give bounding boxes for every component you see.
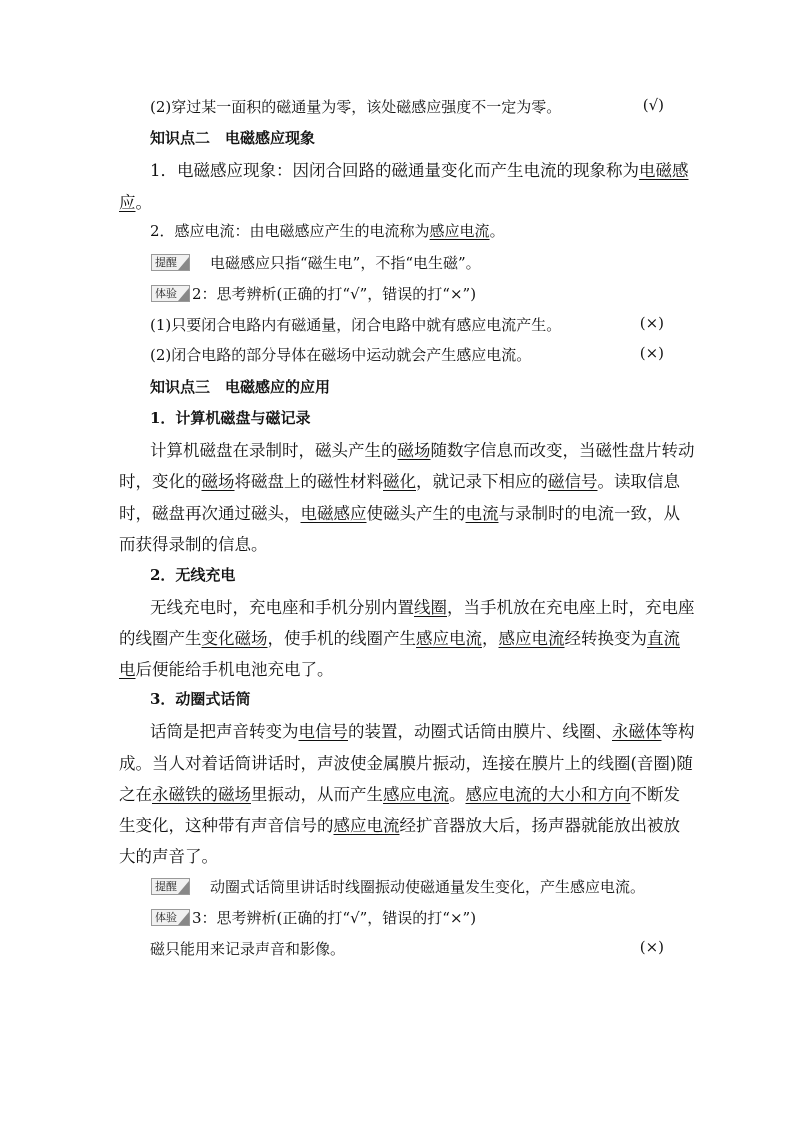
paragraph-line bbox=[150, 220, 505, 241]
section-heading-2: 知识点二 电磁感应现象 bbox=[150, 129, 316, 147]
answer-underline: 感应电流 bbox=[383, 785, 449, 804]
experience-tag: 体验 bbox=[151, 909, 190, 926]
paragraph-line bbox=[150, 157, 689, 181]
text-run: 与录制时的电流一致，从 bbox=[498, 504, 680, 523]
text-run: 之在 bbox=[119, 785, 152, 804]
answer-underline: 变化磁场 bbox=[201, 629, 268, 648]
text-run: 经转换变为 bbox=[564, 629, 647, 648]
text-run: ，当手机放在充电座上时，充电座 bbox=[447, 598, 695, 617]
section-heading-3: 知识点三 电磁感应的应用 bbox=[150, 378, 331, 396]
text-run: 的线圈产生 bbox=[119, 629, 202, 648]
text-run: 无线充电时，充电座和手机分别内置 bbox=[150, 598, 414, 617]
answer-underline: 感应电流 bbox=[333, 816, 400, 835]
answer-underline: 电流 bbox=[465, 504, 499, 523]
answer-underline: 感应电流 bbox=[429, 222, 490, 240]
answer-underline: 磁场 bbox=[397, 441, 431, 460]
text-run: 1．电磁感应现象：因闭合回路的磁通量变化而产生电流的现象称为 bbox=[150, 161, 639, 180]
answer-underline: 感应电流的大小和方向 bbox=[465, 785, 631, 804]
text-run: 里振动，从而产生 bbox=[251, 785, 383, 804]
paragraph-line bbox=[119, 656, 334, 680]
subsection-title: 1．计算机磁盘与磁记录 bbox=[150, 409, 311, 427]
tip-line bbox=[151, 876, 645, 897]
text-run: 时，磁盘再次通过磁头， bbox=[119, 504, 301, 523]
text-run: 。 bbox=[449, 785, 466, 804]
text-run: 随数字信息而改变，当磁性盘片转动 bbox=[430, 441, 695, 460]
paragraph-line bbox=[119, 468, 680, 492]
answer-underline: 电磁感应 bbox=[300, 504, 367, 523]
text-run: 使磁头产生的 bbox=[366, 504, 466, 523]
text-run: 的装置，动圈式话筒由膜片、线圈、 bbox=[348, 722, 612, 741]
exercise-instruction: 2：思考辨析(正确的打“√”，错误的打“×”) bbox=[192, 285, 477, 303]
answer-mark: (√) bbox=[642, 96, 664, 114]
paragraph-line: 成。当人对着话筒讲话时，声波使金属膜片振动，连接在膜片上的线圈(音圈)随 bbox=[119, 754, 693, 773]
text-run: 将磁盘上的磁性材料 bbox=[234, 472, 383, 491]
paragraph-line bbox=[119, 625, 680, 649]
text-run: 生变化，这种带有声音信号的 bbox=[119, 816, 334, 835]
answer-underline: 磁场 bbox=[201, 472, 235, 491]
tip-line bbox=[151, 252, 481, 273]
tip-tag: 提醒 bbox=[151, 254, 190, 271]
text-run: 不断发 bbox=[630, 785, 680, 804]
tip-text: 电磁感应只指“磁生电”，不指“电生磁”。 bbox=[210, 254, 481, 272]
answer-underline: 电信号 bbox=[298, 722, 348, 741]
answer-mark: (×) bbox=[639, 938, 664, 956]
text-run: ， bbox=[482, 629, 499, 648]
answer-underline: 应 bbox=[119, 193, 136, 212]
text-run: ，就记录下相应的 bbox=[416, 472, 548, 491]
answer-underline: 永磁铁的磁场 bbox=[152, 785, 251, 804]
text-run: 后便能给手机电池充电了。 bbox=[135, 660, 334, 679]
answer-underline: 永磁体 bbox=[612, 722, 662, 741]
paragraph-line bbox=[150, 718, 695, 742]
tip-text: 动圈式话筒里讲话时线圈振动使磁通量发生变化，产生感应电流。 bbox=[210, 878, 646, 896]
paragraph-line: 而获得录制的信息。 bbox=[119, 535, 268, 554]
exercise-header bbox=[151, 907, 476, 928]
experience-tag: 体验 bbox=[151, 285, 190, 302]
exercise-header bbox=[151, 283, 476, 304]
answer-underline: 磁化 bbox=[383, 472, 416, 491]
text-run: 经扩音器放大后，扬声器就能放出被放 bbox=[399, 816, 680, 835]
paragraph-line bbox=[119, 812, 680, 836]
statement-1: 磁只能用来记录声音和影像。 bbox=[150, 940, 346, 958]
text-run: 等构 bbox=[661, 722, 695, 741]
text-run: 计算机磁盘在录制时，磁头产生的 bbox=[150, 441, 398, 460]
statement-1: (1)只要闭合电路内有磁通量，闭合电路中就有感应电流产生。 bbox=[150, 316, 562, 334]
text-run: 。 bbox=[135, 193, 152, 212]
answer-mark: (×) bbox=[639, 314, 664, 332]
text-run: 。 bbox=[489, 222, 505, 240]
answer-underline: 磁信号 bbox=[548, 472, 598, 491]
statement-text: (2)穿过某一面积的磁通量为零，该处磁感应强度不一定为零。 bbox=[150, 98, 562, 116]
statement-2: (2)闭合电路的部分导体在磁场中运动就会产生感应电流。 bbox=[150, 346, 532, 364]
statement-2 bbox=[150, 96, 561, 117]
text-run: 话筒是把声音转变为 bbox=[150, 722, 299, 741]
text-run: 2．感应电流：由电磁感应产生的电流称为 bbox=[150, 222, 430, 240]
exercise-instruction: 3：思考辨析(正确的打“√”，错误的打“×”) bbox=[192, 909, 477, 927]
paragraph-line bbox=[119, 189, 152, 213]
tip-tag: 提醒 bbox=[151, 878, 190, 895]
paragraph-line: 大的声音了。 bbox=[119, 847, 218, 866]
answer-underline: 感应电流 bbox=[498, 629, 565, 648]
text-run: 。读取信息 bbox=[597, 472, 680, 491]
text-run: 时，变化的 bbox=[119, 472, 202, 491]
answer-underline: 电 bbox=[119, 660, 136, 679]
answer-underline: 直流 bbox=[647, 629, 680, 648]
answer-mark: (×) bbox=[639, 344, 664, 362]
subsection-title: 3．动圈式话筒 bbox=[150, 690, 251, 708]
answer-underline: 感应电流 bbox=[416, 629, 482, 648]
text-run: ，使手机的线圈产生 bbox=[267, 629, 416, 648]
paragraph-line bbox=[119, 781, 680, 805]
paragraph-line bbox=[150, 594, 695, 618]
paragraph-line bbox=[150, 437, 695, 461]
answer-underline: 线圈 bbox=[414, 598, 447, 617]
answer-underline: 电磁感 bbox=[639, 161, 689, 180]
paragraph-line bbox=[119, 500, 680, 524]
subsection-title: 2．无线充电 bbox=[150, 566, 236, 584]
